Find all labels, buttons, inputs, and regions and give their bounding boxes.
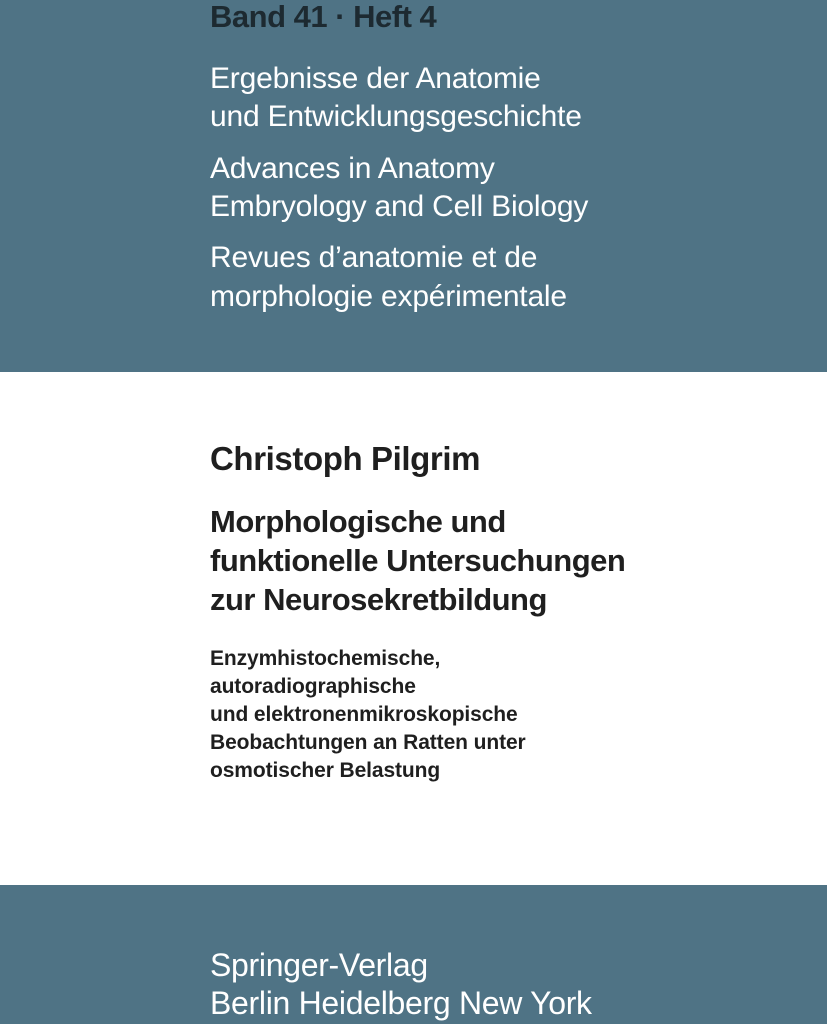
subtitle-line2: autoradiographische xyxy=(210,675,416,698)
series-title-de-line1: Ergebnisse der Anatomie xyxy=(210,62,541,95)
subtitle-line3: und elektronenmikroskopische xyxy=(210,703,518,726)
book-title-line3: zur Neurosekretbildung xyxy=(210,582,547,617)
top-color-band xyxy=(0,0,827,372)
subtitle-line5: osmotischer Belastung xyxy=(210,759,441,782)
book-title-line1: Morphologische und xyxy=(210,504,506,539)
series-title-fr-line2: morphologie expérimentale xyxy=(210,280,567,313)
subtitle-line4: Beobachtungen an Ratten unter xyxy=(210,731,526,754)
publisher-cities: Berlin Heidelberg New York xyxy=(210,985,592,1021)
series-title-fr-line1: Revues d’anatomie et de xyxy=(210,241,538,274)
author-name: Christoph Pilgrim xyxy=(210,440,481,477)
series-title-de-line2: und Entwicklungsgeschichte xyxy=(210,100,582,133)
series-title-en-line1: Advances in Anatomy xyxy=(210,152,495,185)
series-title-en-line2: Embryology and Cell Biology xyxy=(210,190,589,223)
book-title-line2: funktionelle Untersuchungen xyxy=(210,543,626,578)
subtitle-line1: Enzymhistochemische, xyxy=(210,647,441,670)
volume-issue-label: Band 41 · Heft 4 xyxy=(210,0,437,34)
publisher-name: Springer-Verlag xyxy=(210,947,428,983)
